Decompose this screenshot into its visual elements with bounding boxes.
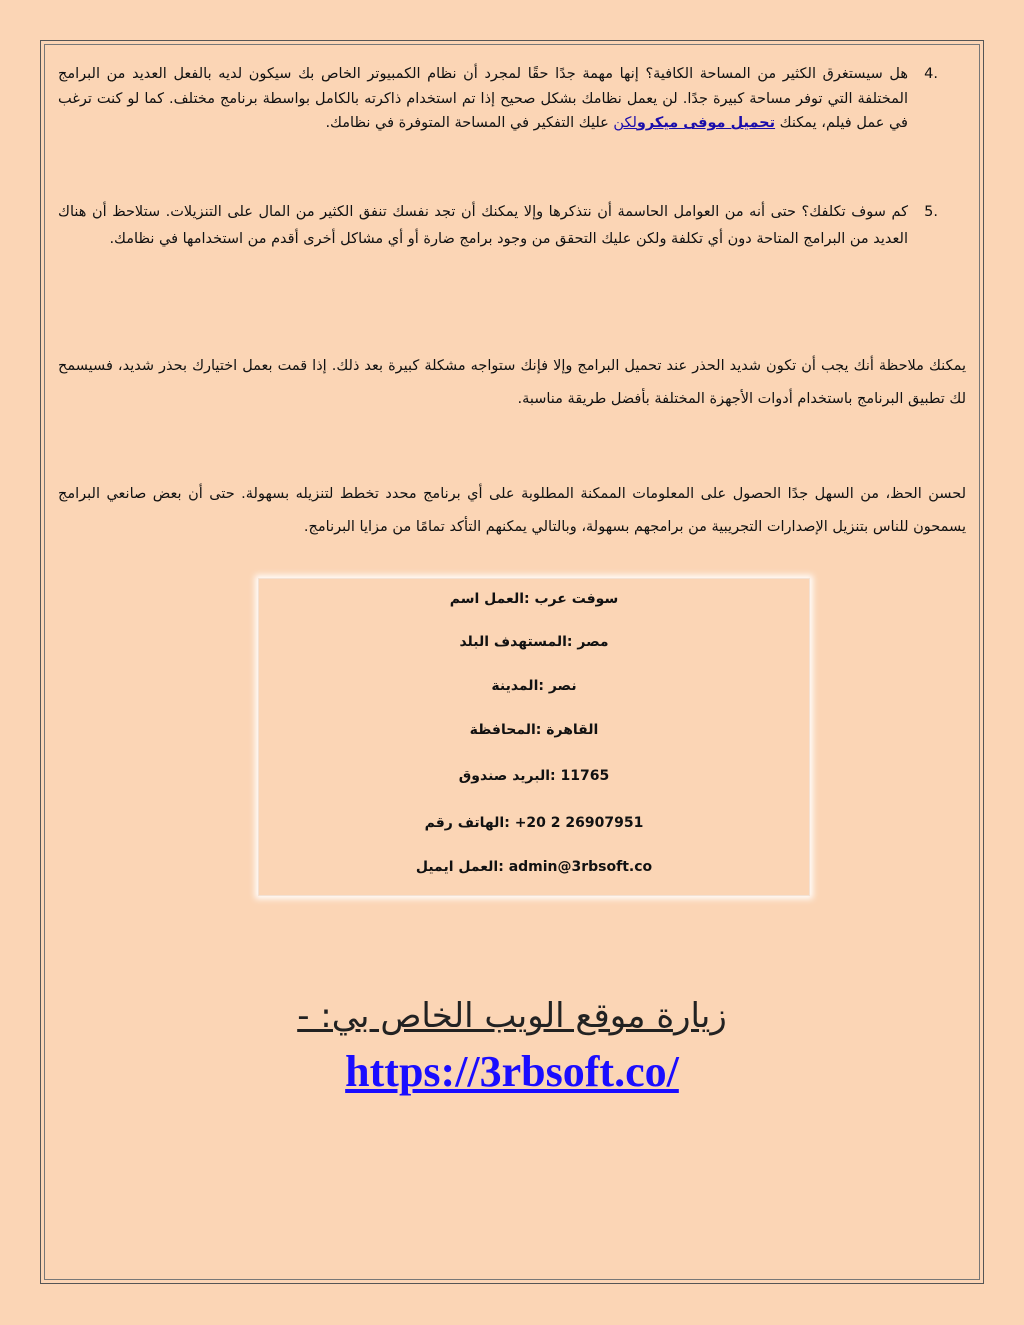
- phone-label: :الهاتف رقم: [424, 815, 510, 831]
- postal-row: [259, 768, 809, 784]
- list-item-5: [58, 199, 938, 253]
- email-row: [259, 859, 809, 875]
- download-movie-maker-link[interactable]: تحميل موفى ميكرو: [636, 115, 776, 132]
- business-name-label: :العمل اسم: [449, 591, 530, 607]
- email-label: :العمل ايميل: [415, 859, 504, 875]
- visit-website-label: زيارة موقع الويب الخاص بي: -: [297, 996, 727, 1036]
- paragraph-info: لحسن الحظ، من السهل جدًا الحصول على المعلومات الممكنة المطلوبة على أي برنامج محدد تخطط لتنزيله بسهولة. حتى أن بعض صانعي البرامج يسمحون للناس بتنزيل الإصدارات التجريبية من برامجهم بسهولة، وبالتالي يمكنهم التأكد تمامًا من مزايا البرنامج.: [58, 486, 966, 536]
- item-4-text-after: عليك التفكير في المساحة المتوفرة في نظامك.: [325, 115, 614, 132]
- list-item-number: .5: [924, 204, 938, 220]
- but-link[interactable]: لكن: [613, 115, 637, 132]
- business-name-row: [259, 591, 809, 607]
- list-item-text: كم سوف تكلفك؟ حتى أنه من العوامل الحاسمة أن نتذكرها وإلا يمكنك أن تجد نفسك تنفق الكثير من المال على التنزيلات. ستلاحظ أن هناك العديد من البرامج المتاحة دون أي تكلفة ولكن عليك التحقق من وجود برامج ضارة أو أي مشاكل أخرى أقدم من استخدامها في نظامك.: [58, 204, 908, 247]
- paragraph-caution: يمكنك ملاحظة أنك يجب أن تكون شديد الحذر عند تحميل البرامج وإلا فإنك ستواجه مشكلة كبيرة بعد ذلك. إذا قمت بعمل اختيارك بحذر شديد، فسيسمح لك تطبيق البرنامج باستخدام أدوات الأجهزة المختلفة بأفضل طريقة مناسبة.: [58, 358, 966, 408]
- governorate-row: [259, 722, 809, 738]
- postal-label: :البريد صندوق: [458, 768, 556, 784]
- business-name-value: سوفت عرب: [534, 591, 619, 607]
- governorate-value: القاهرة: [546, 722, 599, 738]
- city-row: [259, 678, 809, 694]
- country-value: مصر: [577, 634, 609, 650]
- phone-row: [259, 815, 809, 831]
- postal-value: 11765: [560, 768, 610, 784]
- email-value: admin@3rbsoft.co: [508, 859, 653, 875]
- list-item-text: [58, 62, 908, 136]
- country-row: [259, 634, 809, 650]
- phone-value: +20 2 26907951: [514, 815, 644, 831]
- list-item-4: [58, 62, 938, 136]
- city-value: نصر: [548, 678, 577, 694]
- business-info-card: [258, 578, 810, 896]
- city-label: :المدينة: [491, 678, 544, 694]
- item-4-text-before: هل سيستغرق الكثير من المساحة الكافية؟ إنها مهمة جدًا حقًا لمجرد أن نظام الكمبيوتر الخاص بك سيكون لديه بالفعل العديد من البرامج المختلفة التي توفر مساحة كبيرة جدًا. لن يعمل نظامك بشكل صحيح إذا تم استخدام ذاكرته بالكامل بواسطة برنامج مختلف. كما لو كنت ترغب في عمل فيلم، يمكنك: [58, 66, 908, 132]
- country-label: :المستهدف البلد: [459, 634, 573, 650]
- website-link[interactable]: https://3rbsoft.co/: [345, 1047, 679, 1096]
- governorate-label: :المحافظة: [469, 722, 542, 738]
- list-item-number: .4: [924, 66, 938, 82]
